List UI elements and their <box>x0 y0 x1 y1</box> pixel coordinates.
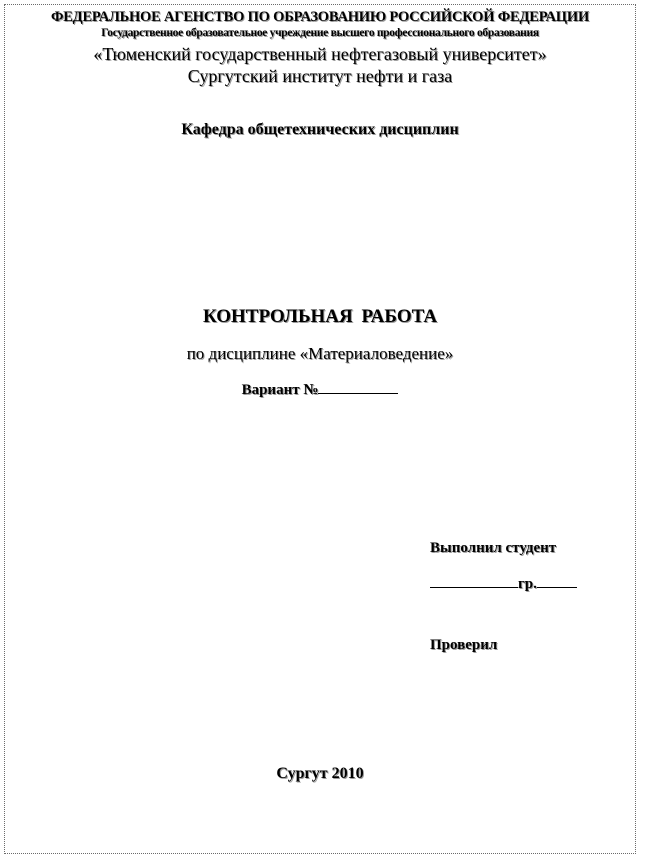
institution-type-heading: Государственное образовательное учреждение высшего профессионального образования <box>101 27 539 39</box>
group-label: гр. <box>518 576 537 592</box>
department-name: Кафедра общетехнических дисциплин <box>181 121 459 138</box>
agency-heading: ФЕДЕРАЛЬНОЕ АГЕНСТВО ПО ОБРАЗОВАНИЮ РОССИЙСКОЙ ФЕДЕРАЦИИ <box>50 9 590 25</box>
checked-label: Проверил <box>430 637 498 653</box>
group-number-blank <box>537 575 577 588</box>
variant-label: Вариант № <box>241 382 319 398</box>
discipline-line: по дисциплине «Материаловедение» <box>186 344 454 363</box>
group-line <box>430 575 577 593</box>
variant-line <box>0 381 640 399</box>
institute-name: Сургутский институт нефти и газа <box>187 66 453 86</box>
variant-blank <box>318 381 398 394</box>
university-name: «Тюменский государственный нефтегазовый университет» <box>93 44 547 64</box>
student-name-blank <box>430 575 518 588</box>
student-label: Выполнил студент <box>430 540 557 556</box>
work-title: КОНТРОЛЬНАЯ РАБОТА <box>202 306 438 327</box>
city-year: Сургут 2010 <box>276 765 364 782</box>
